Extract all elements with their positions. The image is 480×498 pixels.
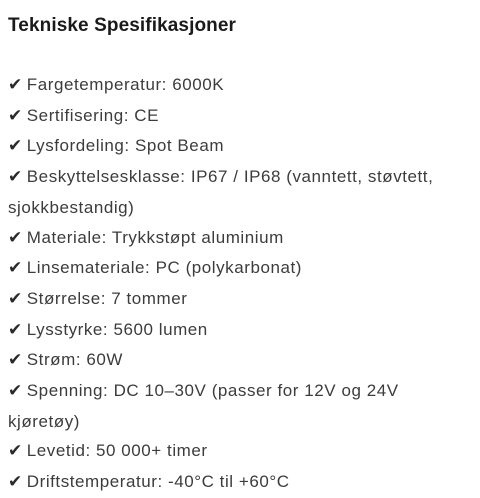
spec-item [8, 162, 474, 222]
spec-text: Levetid: 50 000+ timer [26, 441, 208, 461]
checkmark-icon: ✔ [8, 441, 23, 462]
spec-item [8, 253, 474, 284]
checkmark-icon: ✔ [8, 258, 23, 279]
checkmark-icon: ✔ [8, 350, 23, 371]
spec-list [8, 70, 474, 498]
section-title: Tekniske Spesifikasjoner [8, 15, 237, 36]
spec-text: Lysstyrke: 5600 lumen [26, 319, 208, 339]
spec-text: Strøm: 60W [26, 350, 123, 370]
checkmark-icon: ✔ [8, 167, 23, 188]
spec-text: Spenning: DC 10–30V (passer for 12V og 24V kjøretøy) [8, 381, 399, 431]
spec-section [8, 12, 474, 498]
spec-text: Størrelse: 7 tommer [26, 288, 188, 308]
spec-item [8, 345, 474, 376]
spec-item [8, 101, 474, 132]
checkmark-icon: ✔ [8, 288, 23, 309]
spec-text: Driftstemperatur: -40°C til +60°C [26, 472, 290, 492]
checkmark-icon: ✔ [8, 319, 23, 340]
spec-item [8, 436, 474, 467]
spec-item [8, 70, 474, 101]
spec-item [8, 223, 474, 254]
spec-text: Fargetemperatur: 6000K [26, 75, 225, 94]
checkmark-icon: ✔ [8, 381, 23, 402]
spec-item [8, 315, 474, 346]
spec-item [8, 467, 474, 498]
checkmark-icon: ✔ [8, 105, 23, 126]
spec-text: Beskyttelsesklasse: IP67 / IP68 (vanntett, støvtett, sjokkbestandig) [8, 167, 434, 217]
spec-item [8, 376, 474, 436]
checkmark-icon: ✔ [8, 75, 23, 95]
spec-item [8, 131, 474, 162]
checkmark-icon: ✔ [8, 136, 23, 157]
spec-item [8, 284, 474, 315]
checkmark-icon: ✔ [8, 227, 23, 248]
checkmark-icon: ✔ [8, 472, 23, 493]
spec-text: Linsemateriale: PC (polykarbonat) [26, 258, 302, 278]
spec-text: Lysfordeling: Spot Beam [26, 136, 225, 156]
spec-text: Materiale: Trykkstøpt aluminium [26, 227, 284, 247]
spec-text: Sertifisering: CE [26, 105, 159, 125]
